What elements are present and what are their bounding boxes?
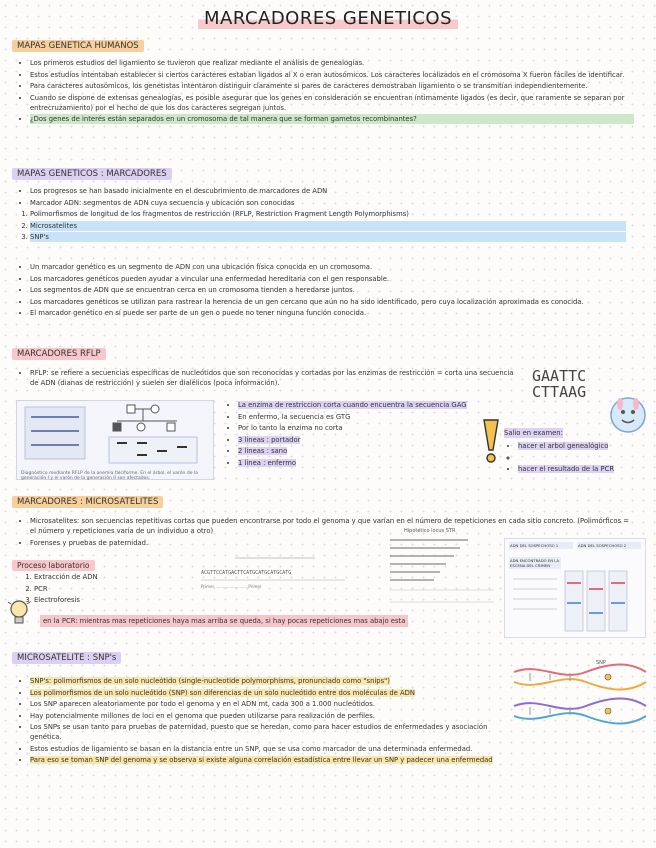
rflp-intro: [16, 368, 516, 390]
list-item: • Los SNP aparecen aleatoriamente por todo el genoma y en el ADN mt, cada 300 a 1.000 nucleótidos.: [30, 699, 496, 709]
list-item: • Estos estudios de ligamiento se basan en la distancia entre un SNP, que se usa como marcador de una determinada enfermedad.: [30, 744, 496, 754]
list-item: • Forenses y pruebas de paternidad.: [30, 538, 634, 548]
list-item: 3. Electroforesis: [34, 595, 140, 605]
list-item: 2. PCR: [34, 584, 140, 594]
list-item: • Los marcadores genéticos pueden ayudar a vincular una enfermedad hereditaria con el gen responsable.: [30, 274, 634, 284]
list-item: • En enfermo, la secuencia es GTG: [238, 412, 524, 422]
list-item: • Microsatelites: son secuencias repetitivas cortas que pueden encontrarse por todo el genoma y que varían en el número de repeticiones en cada sitio concreto. (Polimórficos = el número y repeticiones varía de un individuo a otro): [30, 516, 634, 536]
section-header-rflp: MARCADORES RFLP: [12, 348, 106, 360]
section-mapas-genetica: [16, 58, 634, 126]
exam-note: [504, 428, 650, 476]
section-snps: [16, 676, 496, 767]
list-item: 1. Extracción de ADN: [34, 572, 140, 582]
list-item: • RFLP: se refiere a secuencias específicas de nucleótidos que son reconocidas y cortadas por las enzimas de restricción = corta una secuencia de ADN (dianas de restricción) y suelen ser dialélicos (poca información).: [30, 368, 516, 388]
item-text: Para eso se toman SNP del genoma y se observa si existe alguna correlación estadística entre llevar un SNP y padecer una enfermedad: [30, 756, 493, 764]
page-title: MARCADORES GENETICOS: [0, 8, 656, 29]
list-item: 3. SNP's: [30, 232, 626, 242]
dna-sequence: [532, 368, 586, 400]
list-item: • Los segmentos de ADN que se encuentran cerca en un cromosoma tienden a heredarse juntos.: [30, 285, 634, 295]
item-text: 2 lineas : sano: [238, 447, 288, 455]
list-item: • Los progresos se han basado inicialmente en el descubrimiento de marcadores de ADN: [30, 186, 626, 196]
list-item: [30, 755, 496, 765]
snp-dna-figure: [510, 660, 650, 740]
section-header-mapas-geneticos: MAPAS GENETICOS : MARCADORES: [12, 168, 172, 180]
section-header-microsatelites: MARCADORES : MICROSATELITES: [12, 496, 163, 508]
dna-bottom-strand: CTTAAG: [532, 383, 587, 401]
item-text: SNP's: polimorfismos de un solo nucleótido (single-nucleotide polymorphisms, pronunciado como "snips"): [30, 677, 390, 685]
microsatellite-sequence-figure: [195, 550, 355, 594]
str-locus-figure: [384, 528, 500, 616]
dna-top-strand: GAATTC: [532, 367, 587, 385]
list-item: • Estos estudios intentaban establecer si ciertos caracteres estaban ligados al X o eran autosómicos. Los caracteres localizados en el cromosoma X fueron fáciles de identificar.: [30, 70, 634, 80]
list-item: • Un marcador genético es un segmento de ADN con una ubicación física conocida en un cromosoma.: [30, 262, 634, 272]
list-item: • Los SNPs se usan tanto para pruebas de paternidad, puesto que se heredan, como para hacer estudios de enfermedades y asociación genética.: [30, 722, 496, 742]
gel-label-suspect-1: ADN DEL SOSPECHOSO 1: [509, 542, 573, 549]
list-item: [30, 688, 496, 698]
gel-label-suspect-2: ADN DEL SOSPECHOSO 2: [577, 542, 641, 549]
list-item: 1. Polimorfismos de longitud de los fragmentos de restricción (RFLP, Restriction Fragment Length Polymorphisms): [30, 209, 626, 219]
item-text: 1 linea : enfermo: [238, 458, 297, 467]
section-header-mapas-genetica: MAPAS GENETICA HUMANOS: [12, 40, 144, 52]
section-header-snps: MICROSATELITE : SNP's: [12, 652, 121, 664]
pcr-note: en la PCR: mientras mas repeticiones haya mas arriba se queda, si hay pocas repeticiones mas abajo esta: [40, 615, 408, 627]
gel-label-crime-scene: ADN ENCONTRADO EN LA ESCENA DEL CRIMEN: [510, 558, 560, 568]
list-item: • Los marcadores genéticos se utilizan para rastrear la herencia de un gen cercano que aún no ha sido identificado, pero cuya localización aproximada es conocida.: [30, 297, 634, 307]
list-item: • ¿Dos genes de interés están separados en un cromosoma de tal manera que se forman gametos recombinantes?: [30, 114, 634, 124]
list-item: [238, 400, 524, 410]
list-item: • Los primeros estudios del ligamiento se tuvieron que realizar mediante el análisis de genealogías.: [30, 58, 634, 68]
proc-title: Proceso laboratorio: [12, 560, 95, 571]
section-marcadores-definicion: [16, 262, 634, 320]
list-item: • Marcador ADN: segmentos de ADN cuya secuencia y ubicación son conocidas: [30, 198, 626, 208]
list-item: [518, 464, 650, 474]
list-item: • Cuando se dispone de extensas genealogías, es posible asegurar que los genes en consideración se encuentran íntimamente ligados (es decir, que raramente se separan por entrecruzamiento) por el hecho de que los dos caracteres segregan juntos.: [30, 93, 634, 113]
rflp-figure: [16, 400, 214, 480]
list-item: • El marcador genético en sí puede ser parte de un gen o puede no tener ninguna función conocida.: [30, 308, 634, 318]
list-item: [518, 453, 650, 463]
svg-text:ACGTTCCATGACTTCATGCATGCATGCATG: ACGTTCCATGACTTCATGCATGCATGCATG: [201, 570, 292, 576]
svg-text:Primer .......................: Primer ......................... Primer: [201, 584, 262, 589]
item-text: hacer el resultado de la PCR: [518, 465, 615, 473]
gel-electrophoresis-figure: [504, 538, 646, 638]
item-text: La enzima de restriccion corta cuando encuentra la secuencia GAG: [238, 401, 467, 409]
list-item: [30, 676, 496, 686]
list-item: [518, 441, 650, 451]
lightbulb-icon: [6, 598, 32, 628]
str-title: Hipotético locus STR: [404, 528, 456, 534]
list-item: • Hay potencialmente millones de loci en el genoma que pueden utilizarse para realización de perfiles.: [30, 711, 496, 721]
proc-steps: [20, 572, 140, 607]
item-text: hacer el arbol genealógico: [518, 442, 609, 450]
item-text: 3 lineas : portador: [238, 435, 301, 444]
list-item: • Para caracteres autosómicos, los genetistas intentaron distinguir claramente si pares de caracteres demostraban ligamiento o se transmitían independientemente.: [30, 81, 634, 91]
exclamation-icon: [478, 418, 504, 464]
figure-caption: Diagnóstico mediante RFLP de la anemia falciforme. En el árbol, el varón de la generación I y el varón de la generación II son afectados.: [21, 471, 198, 481]
exam-title: Salio en examen:: [504, 429, 563, 437]
list-item: • Por lo tanto la enzima no corta: [238, 423, 524, 433]
snp-label: SNP: [596, 660, 606, 666]
list-item: 2. Microsatelites: [30, 221, 626, 231]
section-marcadores: [16, 186, 626, 244]
item-text: Los polimorfismos de un solo nucleótido (SNP) son diferencias de un solo nucleótido entre dos moléculas de ADN: [30, 688, 415, 697]
